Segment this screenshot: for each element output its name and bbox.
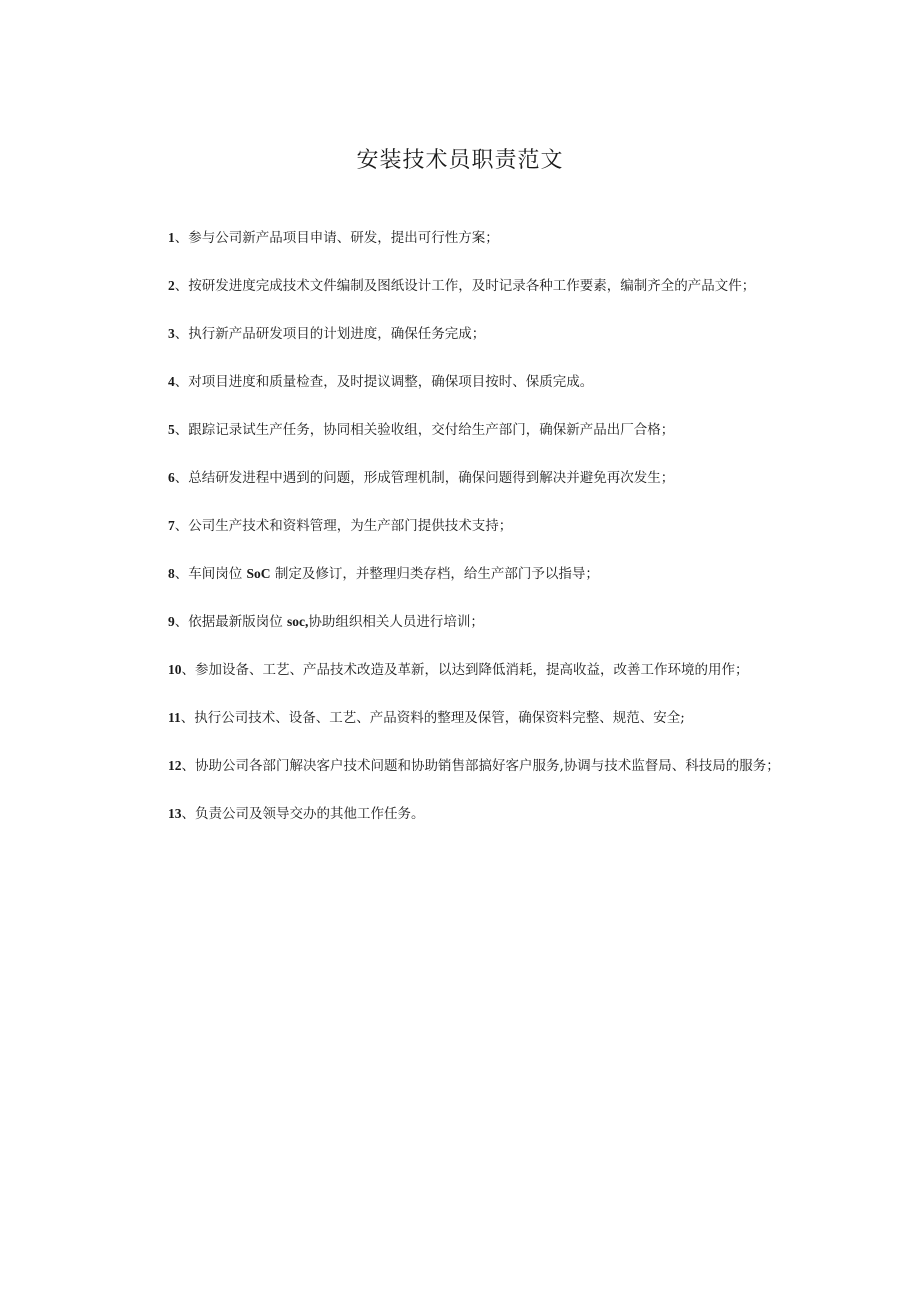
item-text: 总结研发进程中遇到的问题，形成管理机制，确保问题得到解决并避免再次发生；	[188, 470, 675, 486]
duty-item-8	[138, 562, 786, 586]
item-separator: 、	[174, 566, 189, 582]
item-text: 按研发进度完成技术文件编制及图纸设计工作，及时记录各种工作要素，编制齐全的产品文件；	[188, 278, 756, 294]
item-text-bold: SoC	[246, 566, 271, 581]
item-number: 4	[168, 374, 175, 389]
item-text-prefix: 依据最新版岗位	[188, 614, 288, 630]
item-number: 7	[168, 518, 175, 533]
item-separator: 、	[181, 758, 195, 774]
duty-item-11	[138, 706, 786, 730]
duty-item-10	[138, 658, 786, 682]
item-separator: 、	[174, 518, 189, 534]
item-text: 协助公司各部门解决客户技术问题和协助销售部搞好客户服务,协调与技术监督局、科技局的服务；	[195, 758, 780, 774]
duty-item-7	[138, 514, 786, 538]
duty-item-3	[138, 322, 786, 346]
duty-item-12	[138, 754, 786, 778]
duty-list	[138, 226, 786, 850]
item-number: 1	[168, 230, 175, 245]
item-separator: 、	[174, 326, 189, 342]
duty-item-9	[138, 610, 786, 634]
item-number: 8	[168, 566, 175, 581]
item-text: 负责公司及领导交办的其他工作任务。	[195, 806, 425, 822]
item-number: 12	[168, 758, 182, 773]
item-number: 3	[168, 326, 175, 341]
duty-item-2	[138, 274, 786, 298]
item-text: 跟踪记录试生产任务，协同相关验收组，交付给生产部门，确保新产品出厂合格；	[188, 422, 675, 438]
item-number: 5	[168, 422, 175, 437]
item-text: 参与公司新产品项目申请、研发，提出可行性方案；	[188, 230, 499, 246]
item-text-prefix: 车间岗位	[188, 566, 247, 582]
item-separator: 、	[174, 614, 189, 630]
item-number: 10	[168, 662, 182, 677]
duty-item-13	[138, 802, 786, 826]
item-text: 公司生产技术和资料管理，为生产部门提供技术支持；	[188, 518, 513, 534]
item-separator: 、	[174, 470, 189, 486]
item-separator: 、	[181, 806, 195, 822]
item-separator: 、	[174, 374, 189, 390]
item-separator: 、	[174, 422, 189, 438]
duty-item-4	[138, 370, 786, 394]
duty-item-1	[138, 226, 786, 250]
document-title: 安装技术员职责范文	[356, 148, 564, 173]
item-text: 执行公司技术、设备、工艺、产品资料的整理及保管，确保资料完整、规范、安全;	[194, 710, 685, 726]
duty-item-5	[138, 418, 786, 442]
duty-item-6	[138, 466, 786, 490]
item-separator: 、	[181, 662, 195, 678]
item-number: 9	[168, 614, 175, 629]
item-number: 2	[168, 278, 175, 293]
item-separator: 、	[180, 710, 195, 726]
item-text: 参加设备、工艺、产品技术改造及革新，以达到降低消耗，提高收益，改善工作环境的用作；	[195, 662, 749, 678]
item-number: 11	[168, 710, 181, 725]
item-text: 执行新产品研发项目的计划进度，确保任务完成；	[188, 326, 486, 342]
item-separator: 、	[174, 230, 189, 246]
item-text-bold: soc,	[287, 614, 309, 629]
item-text: 协助组织相关人员进行培训；	[308, 614, 484, 630]
item-text: 对项目进度和质量检查，及时提议调整，确保项目按时、保质完成。	[188, 374, 594, 390]
item-text: 制定及修订，并整理归类存档，给生产部门予以指导；	[270, 566, 599, 582]
item-number: 13	[168, 806, 182, 821]
item-separator: 、	[174, 278, 189, 294]
item-number: 6	[168, 470, 175, 485]
